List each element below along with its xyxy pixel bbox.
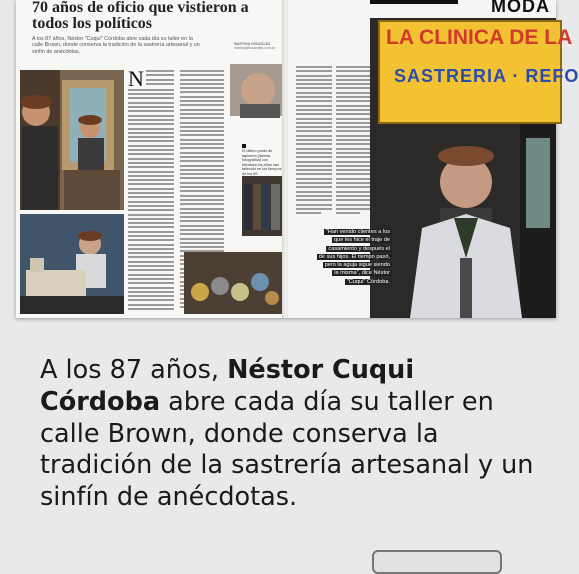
photo-tailor-mirror	[20, 70, 124, 210]
overlay-caption-rest: abre cada día su taller en calle Brown, donde conserva la tradición de la sastrería artesanal y un sinfín de anécdotas.	[40, 386, 534, 513]
storefront-sign	[378, 20, 579, 124]
pull-quote-line: "Cuqui" Córdoba.	[346, 278, 390, 285]
pull-quote-line: pero la aguja sigue siendo	[324, 262, 390, 269]
photo-sewing-machine	[20, 214, 124, 314]
pull-quote-line: casamiento y después el	[328, 245, 390, 252]
pull-quote	[296, 228, 392, 286]
byline	[234, 42, 280, 51]
byline-name: MARTINA GONZÁLEZ	[234, 42, 271, 46]
newspaper-spread	[16, 0, 579, 318]
article-column-1	[128, 66, 174, 316]
section-rule	[370, 0, 458, 4]
pull-quote-line: que les hice el traje de	[334, 237, 390, 244]
byline-email: martina@losandes.com.ar	[234, 46, 275, 51]
bottom-button[interactable]	[372, 550, 502, 574]
sewing-machine-image	[20, 214, 124, 314]
section-label: MODA	[491, 0, 550, 16]
pull-quote-line: de sus hijos. El tiempo pasó,	[318, 253, 390, 260]
photo-suits-rack	[242, 176, 282, 236]
right-page	[288, 0, 579, 318]
overlay-caption-intro: A los 87 años,	[40, 355, 228, 385]
suits-rack-image	[242, 176, 282, 236]
tailor-mirror-image	[20, 70, 124, 210]
pull-quote-line: "Han venido clientes a los	[325, 229, 390, 235]
thread-spools-image	[184, 252, 282, 314]
photo-caption-text: El último punto de tapicería (lámina fotográfica) con fortaleza los años han fallecido en los tiempos de los 90.	[242, 149, 282, 176]
article-headline: 70 años de oficio que vistieron a todos los políticos	[32, 0, 249, 32]
pull-quote-line: la misma", dice Néstor	[334, 270, 390, 277]
sign-line-2: SASTRERIA · REFO	[394, 66, 579, 86]
article-column-3	[296, 66, 332, 226]
sign-line-1: LA CLINICA DE LA	[386, 26, 573, 49]
photo-portrait-circle	[230, 64, 282, 116]
photo-thread-spools	[184, 252, 282, 314]
portrait-image	[230, 64, 282, 116]
caption-bullet-icon	[242, 144, 246, 148]
photo-caption	[242, 144, 282, 177]
overlay-caption-name: Néstor Cuqui Córdoba	[40, 355, 415, 417]
dropcap: N	[128, 66, 144, 91]
overlay-caption	[40, 355, 540, 514]
article-subhead: A los 87 años, Néstor "Cuqui" Córdoba abre cada día su taller en la calle Brown, donde conserva la tradición de la sastrería artesanal y un sinfín de anécdotas.	[32, 36, 200, 55]
photo-storefront-portrait	[370, 18, 579, 318]
article-column-4	[336, 66, 370, 226]
left-page	[16, 0, 284, 318]
